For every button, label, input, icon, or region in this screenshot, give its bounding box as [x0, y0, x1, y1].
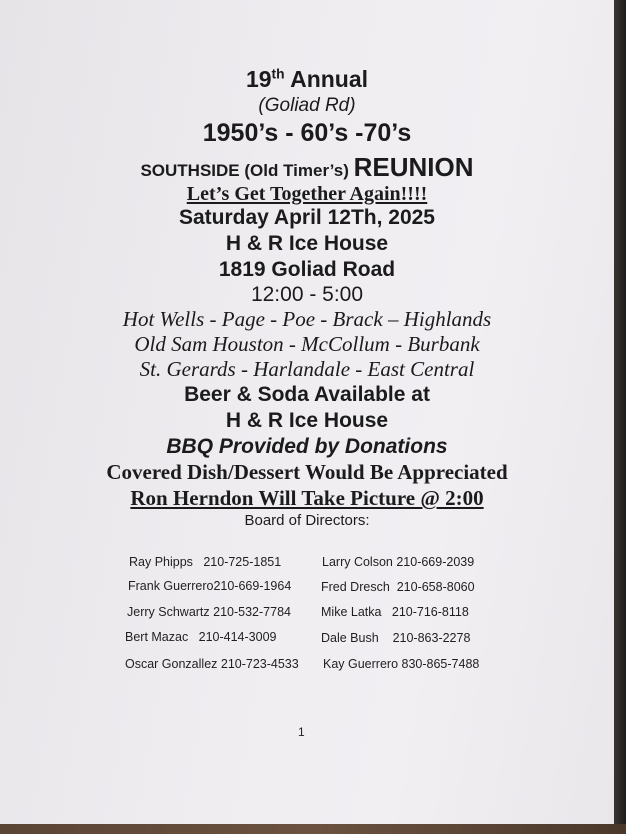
school-list-line-1: Hot Wells - Page - Poe - Brack – Highlands	[122, 307, 492, 331]
title-ordinal-suffix: th	[271, 66, 285, 82]
reunion-heading	[0, 154, 614, 180]
school-list-line-3: St. Gerards - Harlandale - East Central	[139, 357, 475, 381]
director-entry: Frank Guerrero210-669-1964	[128, 579, 292, 593]
director-entry: Bert Mazac 210-414-3009	[125, 630, 277, 644]
event-venue: H & R Ice House	[225, 232, 389, 255]
decades-heading: 1950’s - 60’s -70’s	[202, 119, 412, 147]
beer-soda-line: Beer & Soda Available at	[184, 383, 430, 406]
title-ordinal-number: 19	[245, 66, 272, 92]
southside-label: SOUTHSIDE (Old Timer’s)	[140, 161, 354, 180]
director-entry: Dale Bush 210-863-2278	[321, 631, 471, 645]
event-time: 12:00 - 5:00	[250, 283, 364, 306]
covered-dish-line: Covered Dish/Dessert Would Be Appreciated	[106, 460, 508, 484]
director-entry: Larry Colson 210-669-2039	[322, 555, 475, 569]
event-date: Saturday April 12Th, 2025	[179, 206, 435, 229]
beer-venue-line: H & R Ice House	[225, 409, 389, 432]
board-heading: Board of Directors:	[244, 512, 370, 529]
school-list-line-2: Old Sam Houston - McCollum - Burbank	[134, 332, 480, 356]
road-note: (Goliad Rd)	[258, 95, 356, 116]
director-entry: Kay Guerrero 830-865-7488	[323, 657, 480, 671]
director-entry: Fred Dresch 210-658-8060	[321, 580, 475, 594]
bbq-line: BBQ Provided by Donations	[166, 435, 448, 458]
reunion-label: REUNION	[353, 152, 474, 182]
tagline: Let’s Get Together Again!!!!	[186, 183, 428, 205]
director-entry: Mike Latka 210-716-8118	[321, 605, 469, 619]
background-edge	[614, 0, 626, 824]
director-entry: Jerry Schwartz 210-532-7784	[127, 605, 291, 619]
picture-line: Ron Herndon Will Take Picture @ 2:00	[130, 486, 484, 510]
event-address: 1819 Goliad Road	[218, 258, 396, 281]
page-number: 1	[298, 725, 305, 739]
title-annual: Annual	[284, 66, 369, 92]
event-title	[0, 68, 614, 91]
background-floor	[0, 824, 626, 834]
director-entry: Oscar Gonzallez 210-723-4533	[125, 657, 299, 671]
director-entry: Ray Phipps 210-725-1851	[129, 555, 282, 569]
